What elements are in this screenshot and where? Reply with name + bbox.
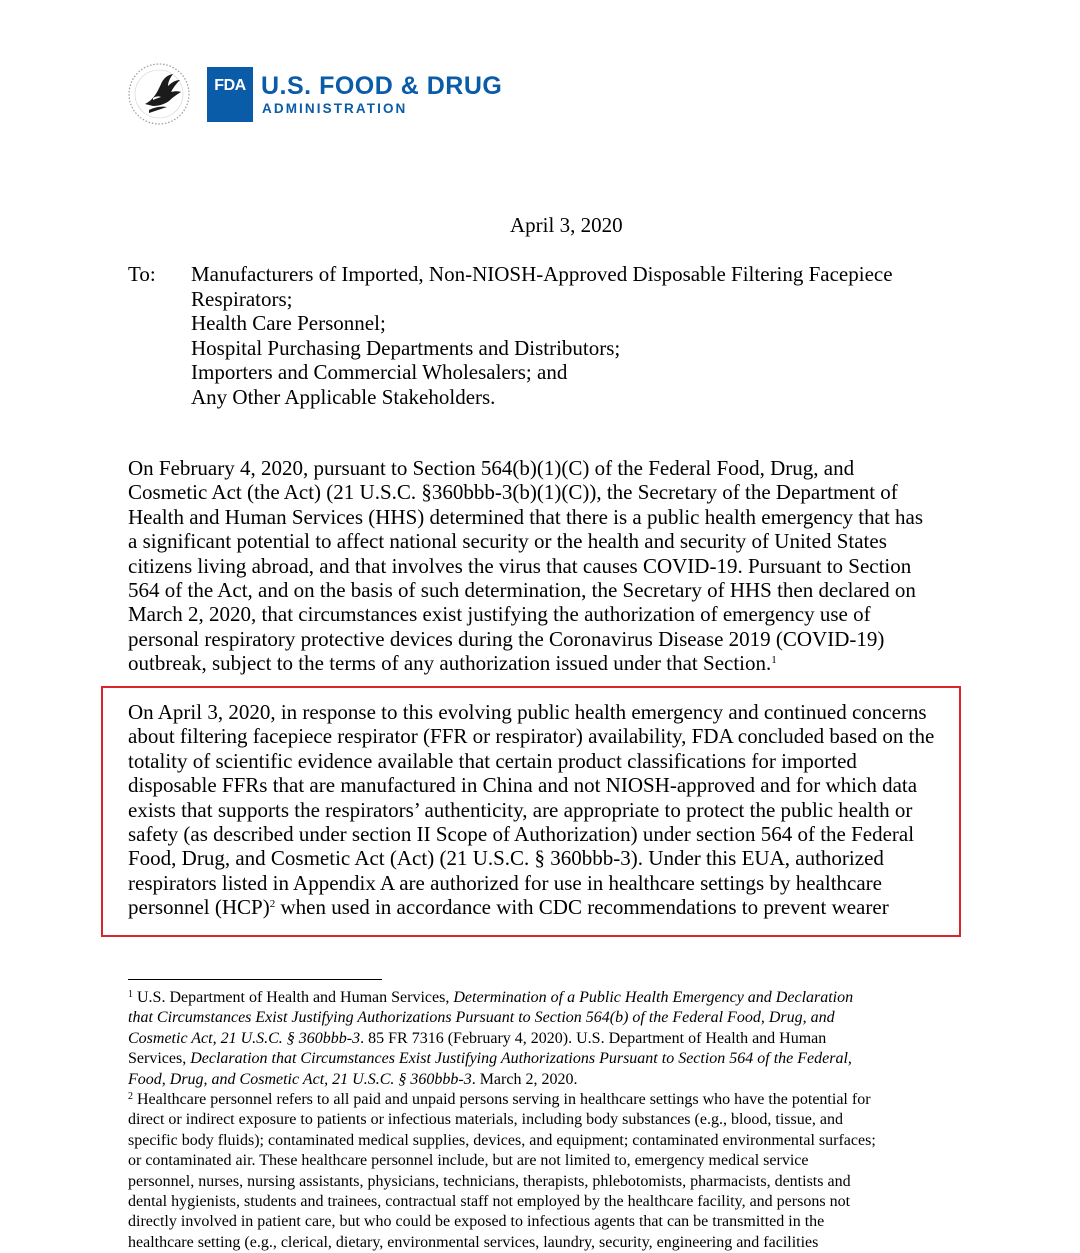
footnote-2-line: or contaminated air. These healthcare personnel include, but are not limited to, emergency medical service — [128, 1152, 809, 1170]
footnote-2-line: personnel, nurses, nursing assistants, physicians, technicians, therapists, phlebotomists, pharmacists, dentists and — [128, 1172, 851, 1190]
paragraph-line: disposable FFRs that are manufactured in China and not NIOSH-approved and for which data — [128, 773, 918, 798]
footnote-1-line — [128, 1008, 876, 1028]
fda-badge-text: FDA — [214, 77, 246, 94]
paragraph-line-text: personnel (HCP) — [128, 895, 270, 920]
recipient-list — [191, 262, 893, 410]
recipient-line: Any Other Applicable Stakeholders. — [191, 384, 496, 409]
recipient-line: Manufacturers of Imported, Non-NIOSH-Approved Disposable Filtering Facepiece — [191, 262, 893, 286]
recipient-line: Hospital Purchasing Departments and Distributors; — [191, 335, 621, 360]
paragraph-line: On February 4, 2020, pursuant to Section 564(b)(1)(C) of the Federal Food, Drug, and — [128, 456, 855, 480]
footnote-1-line — [128, 1029, 876, 1049]
footnote-text: . March 2, 2020. — [471, 1070, 578, 1088]
paragraph-line: citizens living abroad, and that involves the virus that causes COVID-19. Pursuant to Section — [128, 553, 912, 578]
footnote-text: U.S. Department of Health and Human Services, — [133, 989, 454, 1006]
recipient-line: Health Care Personnel; — [191, 311, 386, 336]
paragraph-line: exists that supports the respirators’ authenticity, are appropriate to protect the public health or — [128, 797, 913, 822]
paragraph-line: Food, Drug, and Cosmetic Act (Act) (21 U.S.C. § 360bbb-3). Under this EUA, authorized — [128, 846, 884, 871]
paragraph-line: 564 of the Act, and on the basis of such determination, the Secretary of HHS then declared on — [128, 578, 916, 603]
letter-date: April 3, 2020 — [510, 213, 623, 237]
footnote-citation-title: Cosmetic Act, 21 U.S.C. § 360bbb-3 — [128, 1029, 361, 1047]
to-label: To: — [128, 262, 156, 286]
agency-name: U.S. FOOD & DRUG — [261, 72, 503, 100]
footnote-text: . 85 FR 7316 (February 4, 2020). U.S. Department of Health and Human — [360, 1029, 827, 1047]
footnote-1-line — [128, 1070, 876, 1090]
paragraph-line-text: when used in accordance with CDC recommendations to prevent wearer — [275, 895, 889, 920]
footnote-text: Services, — [128, 1050, 191, 1068]
paragraph-line: about filtering facepiece respirator (FFR or respirator) availability, FDA concluded based on the — [128, 724, 935, 749]
footnote-citation-title: Food, Drug, and Cosmetic Act, 21 U.S.C. § 360bbb-3 — [128, 1070, 472, 1088]
paragraph-line-text: outbreak, subject to the terms of any authorization issued under that Section. — [128, 651, 772, 676]
footnote-ref-2[interactable]: 2 — [269, 898, 276, 911]
footnote-2-line — [128, 1090, 876, 1110]
paragraph-line-last — [128, 895, 934, 919]
footnotes — [128, 988, 876, 1253]
footnote-1-line — [128, 1049, 876, 1069]
recipient-line: Importers and Commercial Wholesalers; and — [191, 360, 568, 385]
footnote-citation-title: that Circumstances Exist Justifying Authorizations Pursuant to Section 564(b) of the Federal Food, Drug, and — [128, 1009, 835, 1027]
paragraph-line: personal respiratory protective devices during the Coronavirus Disease 2019 (COVID-19) — [128, 626, 885, 651]
paragraph-line: a significant potential to affect national security or the health and security of United States — [128, 529, 887, 554]
paragraph-line: safety (as described under section II Scope of Authorization) under section 564 of the Federal — [128, 822, 915, 847]
footnote-2-line: specific body fluids); contaminated medical supplies, devices, and equipment; contaminated environmental surfaces; — [128, 1131, 876, 1149]
paragraph-line: Health and Human Services (HHS) determined that there is a public health emergency that has — [128, 504, 924, 529]
footnote-number: 1 — [128, 989, 133, 1000]
footnote-2-line: dental hygienists, students and trainees, contractual staff not employed by the healthcare facility, and persons not — [128, 1193, 851, 1211]
footnote-2-line: healthcare setting (e.g., clerical, dietary, environmental services, laundry, security, engineering and facilities — [128, 1233, 819, 1251]
paragraph-line: respirators listed in Appendix A are authorized for use in healthcare settings by healthcare — [128, 870, 883, 895]
footnote-2-line: directly involved in patient care, but who could be exposed to infectious agents that can be transmitted in the — [128, 1213, 825, 1231]
footnote-citation-title: Determination of a Public Health Emergency and Declaration — [453, 989, 854, 1006]
recipient-line: Respirators; — [191, 286, 293, 311]
hhs-eagle-seal-icon — [127, 60, 191, 128]
footnote-divider — [128, 979, 382, 980]
footnote-2-line: direct or indirect exposure to patients or infectious materials, including body substances (e.g., blood, tissue, and — [128, 1111, 843, 1129]
footnote-ref-1[interactable]: 1 — [771, 654, 777, 667]
footnote-text: Healthcare personnel refers to all paid and unpaid persons serving in healthcare settings who have the potential for — [133, 1091, 871, 1109]
paragraph-line: March 2, 2020, that circumstances exist justifying the authorization of emergency use of — [128, 602, 871, 627]
paragraph-line: On April 3, 2020, in response to this evolving public health emergency and continued concerns — [128, 700, 927, 724]
footnote-number: 2 — [128, 1091, 133, 1103]
agency-subtitle: ADMINISTRATION — [262, 101, 408, 116]
footnote-citation-title: Declaration that Circumstances Exist Justifying Authorizations Pursuant to Section 564 of the Federal, — [190, 1050, 852, 1068]
paragraph-background — [128, 456, 923, 676]
paragraph-eua-conclusion — [128, 700, 934, 920]
paragraph-line: Cosmetic Act (the Act) (21 U.S.C. §360bbb-3(b)(1)(C)), the Secretary of the Department of — [128, 480, 898, 505]
footnote-1-line — [128, 988, 876, 1008]
paragraph-line: totality of scientific evidence available that certain product classifications for imported — [128, 748, 857, 773]
paragraph-line-last — [128, 651, 923, 675]
